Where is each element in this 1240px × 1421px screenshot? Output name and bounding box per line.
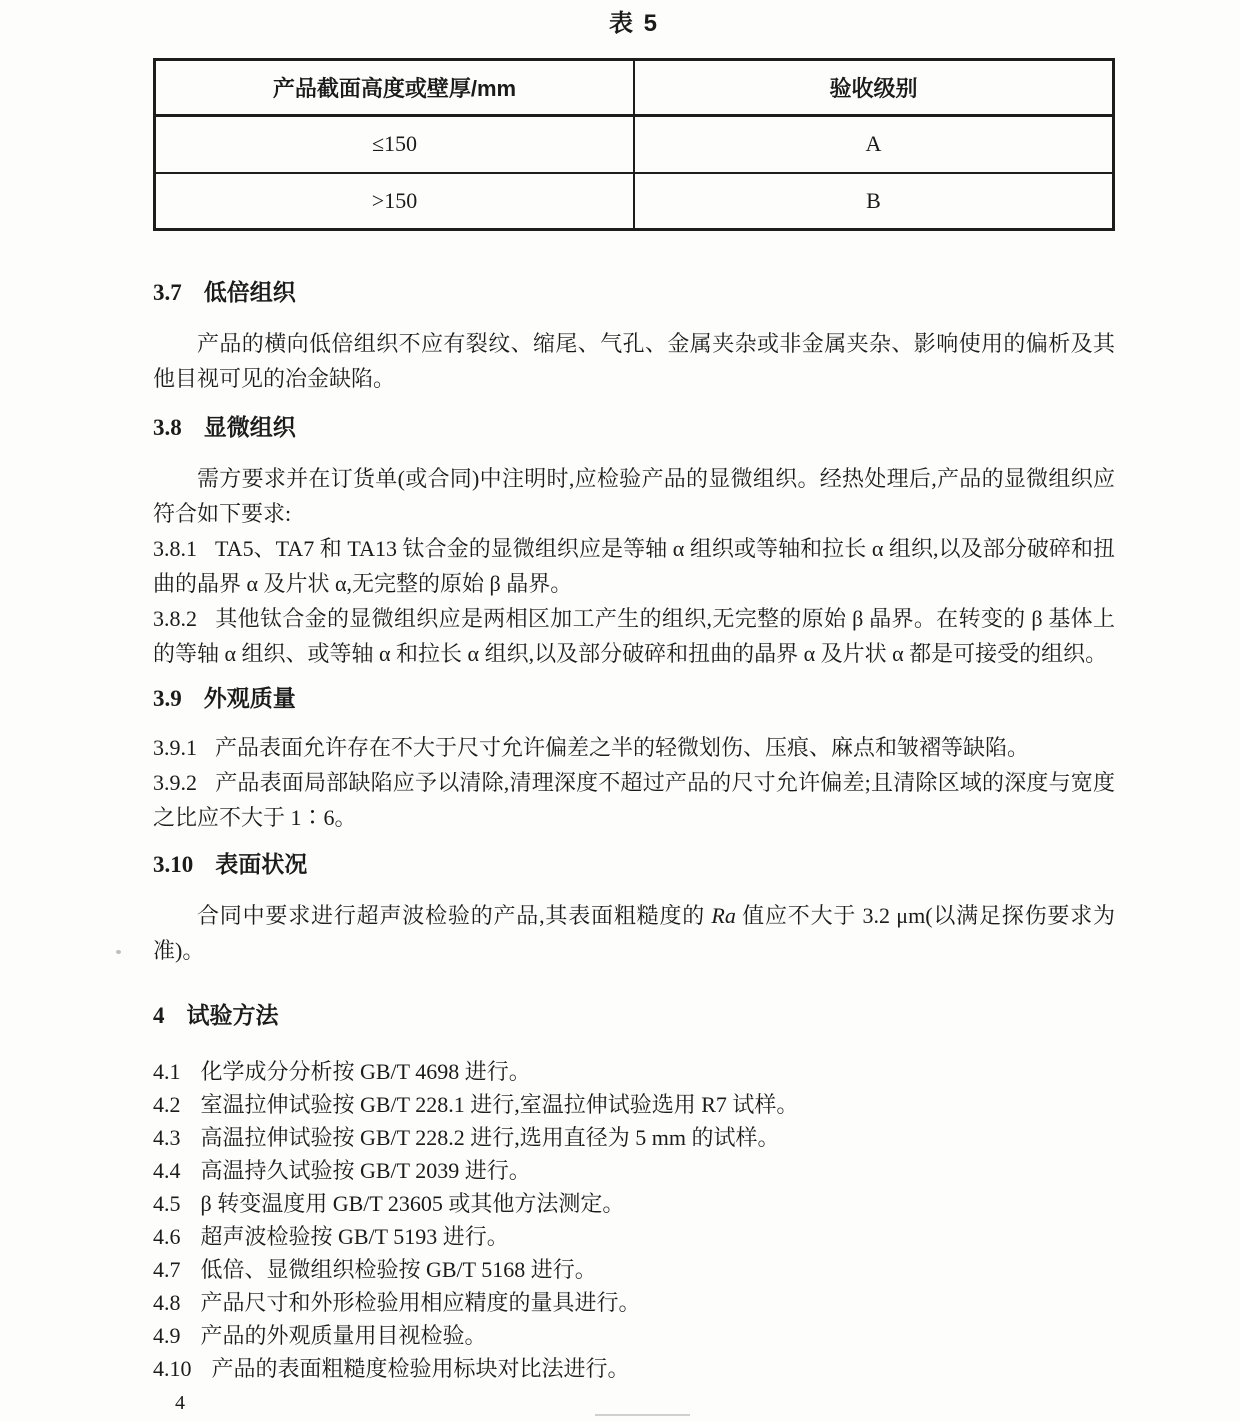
paragraph-text: 值应不大于 3.2 μm(以满足探伤要求为准)。: [153, 903, 1115, 963]
table-cell-height-gt150: >150: [155, 173, 635, 230]
table-cell-class-a: A: [634, 116, 1114, 173]
table-cell-class-b: B: [634, 173, 1114, 230]
clause-text: 产品尺寸和外形检验用相应精度的量具进行。: [200, 1290, 641, 1315]
scan-artifact-dot: [116, 950, 121, 954]
clause-text: 产品表面局部缺陷应予以清除,清理深度不超过产品的尺寸允许偏差;且清除区域的深度与宽度之比应不大于 1∶6。: [153, 770, 1115, 830]
clause-text: β 转变温度用 GB/T 23605 或其他方法测定。: [200, 1191, 625, 1216]
clause-number: 3.8.1: [153, 536, 197, 561]
clause-number: 4.2: [153, 1092, 181, 1117]
clause-4-6: [153, 1220, 1115, 1253]
clause-text: TA5、TA7 和 TA13 钛合金的显微组织应是等轴 α 组织或等轴和拉长 α 组织,以及部分破碎和扭曲的晶界 α 及片状 α,无完整的原始 β 晶界。: [153, 536, 1115, 596]
clause-3-8-2: [153, 601, 1115, 671]
clause-text: 化学成分分析按 GB/T 4698 进行。: [200, 1059, 531, 1084]
section-heading-4: [153, 998, 1115, 1033]
clause-4-5: [153, 1187, 1115, 1220]
clause-number: 4.8: [153, 1290, 181, 1315]
clause-4-1: [153, 1055, 1115, 1088]
clause-number: 3.8.2: [153, 606, 197, 631]
clause-number: 4.9: [153, 1323, 181, 1348]
section-title: 试验方法: [186, 1002, 279, 1028]
clause-number: 4.6: [153, 1224, 181, 1249]
clause-text: 产品的外观质量用目视检验。: [200, 1323, 487, 1348]
clause-4-2: [153, 1088, 1115, 1121]
clause-text: 室温拉伸试验按 GB/T 228.1 进行,室温拉伸试验选用 R7 试样。: [200, 1092, 799, 1117]
clause-number: 4.10: [153, 1356, 192, 1381]
table-header-row: [155, 60, 1114, 116]
clause-text: 高温持久试验按 GB/T 2039 进行。: [200, 1158, 531, 1183]
paragraph-text: 合同中要求进行超声波检验的产品,其表面粗糙度的: [197, 903, 712, 928]
clause-text: 低倍、显微组织检验按 GB/T 5168 进行。: [200, 1257, 597, 1282]
clause-4-4: [153, 1154, 1115, 1187]
table-row: [155, 173, 1114, 230]
page-number: 4: [175, 1392, 185, 1414]
paragraph-3-10: [153, 898, 1115, 968]
clause-3-8-1: [153, 531, 1115, 601]
clause-4-8: [153, 1286, 1115, 1319]
clause-text: 产品的表面粗糙度检验用标块对比法进行。: [211, 1356, 630, 1381]
section-heading-3-10: [153, 847, 1115, 882]
clause-4-3: [153, 1121, 1115, 1154]
ra-symbol: Ra: [711, 903, 736, 928]
section-heading-3-8: [153, 410, 1115, 445]
clause-number: 4.5: [153, 1191, 181, 1216]
section-title: 表面状况: [215, 851, 308, 877]
section-title: 外观质量: [203, 685, 296, 711]
section-title: 低倍组织: [203, 279, 296, 305]
section-number: 3.7: [153, 280, 182, 305]
table-cell-height-le150: ≤150: [155, 116, 635, 173]
section-heading-3-9: [153, 681, 1115, 716]
clause-text: 高温拉伸试验按 GB/T 228.2 进行,选用直径为 5 mm 的试样。: [200, 1125, 780, 1150]
clause-number: 3.9.1: [153, 735, 197, 760]
section-heading-3-7: [153, 275, 1115, 310]
clause-number: 4.4: [153, 1158, 181, 1183]
clause-number: 4.7: [153, 1257, 181, 1282]
clause-text: 产品表面允许存在不大于尺寸允许偏差之半的轻微划伤、压痕、麻点和皱褶等缺陷。: [215, 735, 1030, 760]
clause-number: 3.9.2: [153, 770, 197, 795]
table-row: [155, 116, 1114, 173]
clause-number: 4.1: [153, 1059, 181, 1084]
clause-4-9: [153, 1319, 1115, 1352]
section-title: 显微组织: [203, 414, 296, 440]
acceptance-class-table: [153, 58, 1115, 231]
table-header-section-height: 产品截面高度或壁厚/mm: [155, 60, 635, 116]
clause-text: 其他钛合金的显微组织应是两相区加工产生的组织,无完整的原始 β 晶界。在转变的 β 基体上的等轴 α 组织、或等轴 α 和拉长 α 组织,以及部分破碎和扭曲的晶界 α 及片状 α 都是可接受的组织。: [153, 606, 1115, 666]
clause-3-9-2: [153, 765, 1115, 835]
section-number: 3.9: [153, 686, 182, 711]
table-header-acceptance-class: 验收级别: [634, 60, 1114, 116]
paragraph-3-8: 需方要求并在订货单(或合同)中注明时,应检验产品的显微组织。经热处理后,产品的显微组织应符合如下要求:: [153, 466, 1115, 526]
clause-4-7: [153, 1253, 1115, 1286]
paragraph-3-7: 产品的横向低倍组织不应有裂纹、缩尾、气孔、金属夹杂或非金属夹杂、影响使用的偏析及其他目视可见的冶金缺陷。: [153, 331, 1115, 391]
section-number: 4: [153, 1003, 165, 1028]
clause-3-9-1: [153, 730, 1115, 765]
section-number: 3.10: [153, 852, 194, 877]
clause-text: 超声波检验按 GB/T 5193 进行。: [200, 1224, 509, 1249]
table-caption: 表 5: [608, 10, 659, 37]
clause-number: 4.3: [153, 1125, 181, 1150]
scan-artifact-dash: [595, 1414, 690, 1416]
test-method-list: [153, 1055, 1115, 1385]
section-number: 3.8: [153, 415, 182, 440]
clause-4-10: [153, 1352, 1115, 1385]
